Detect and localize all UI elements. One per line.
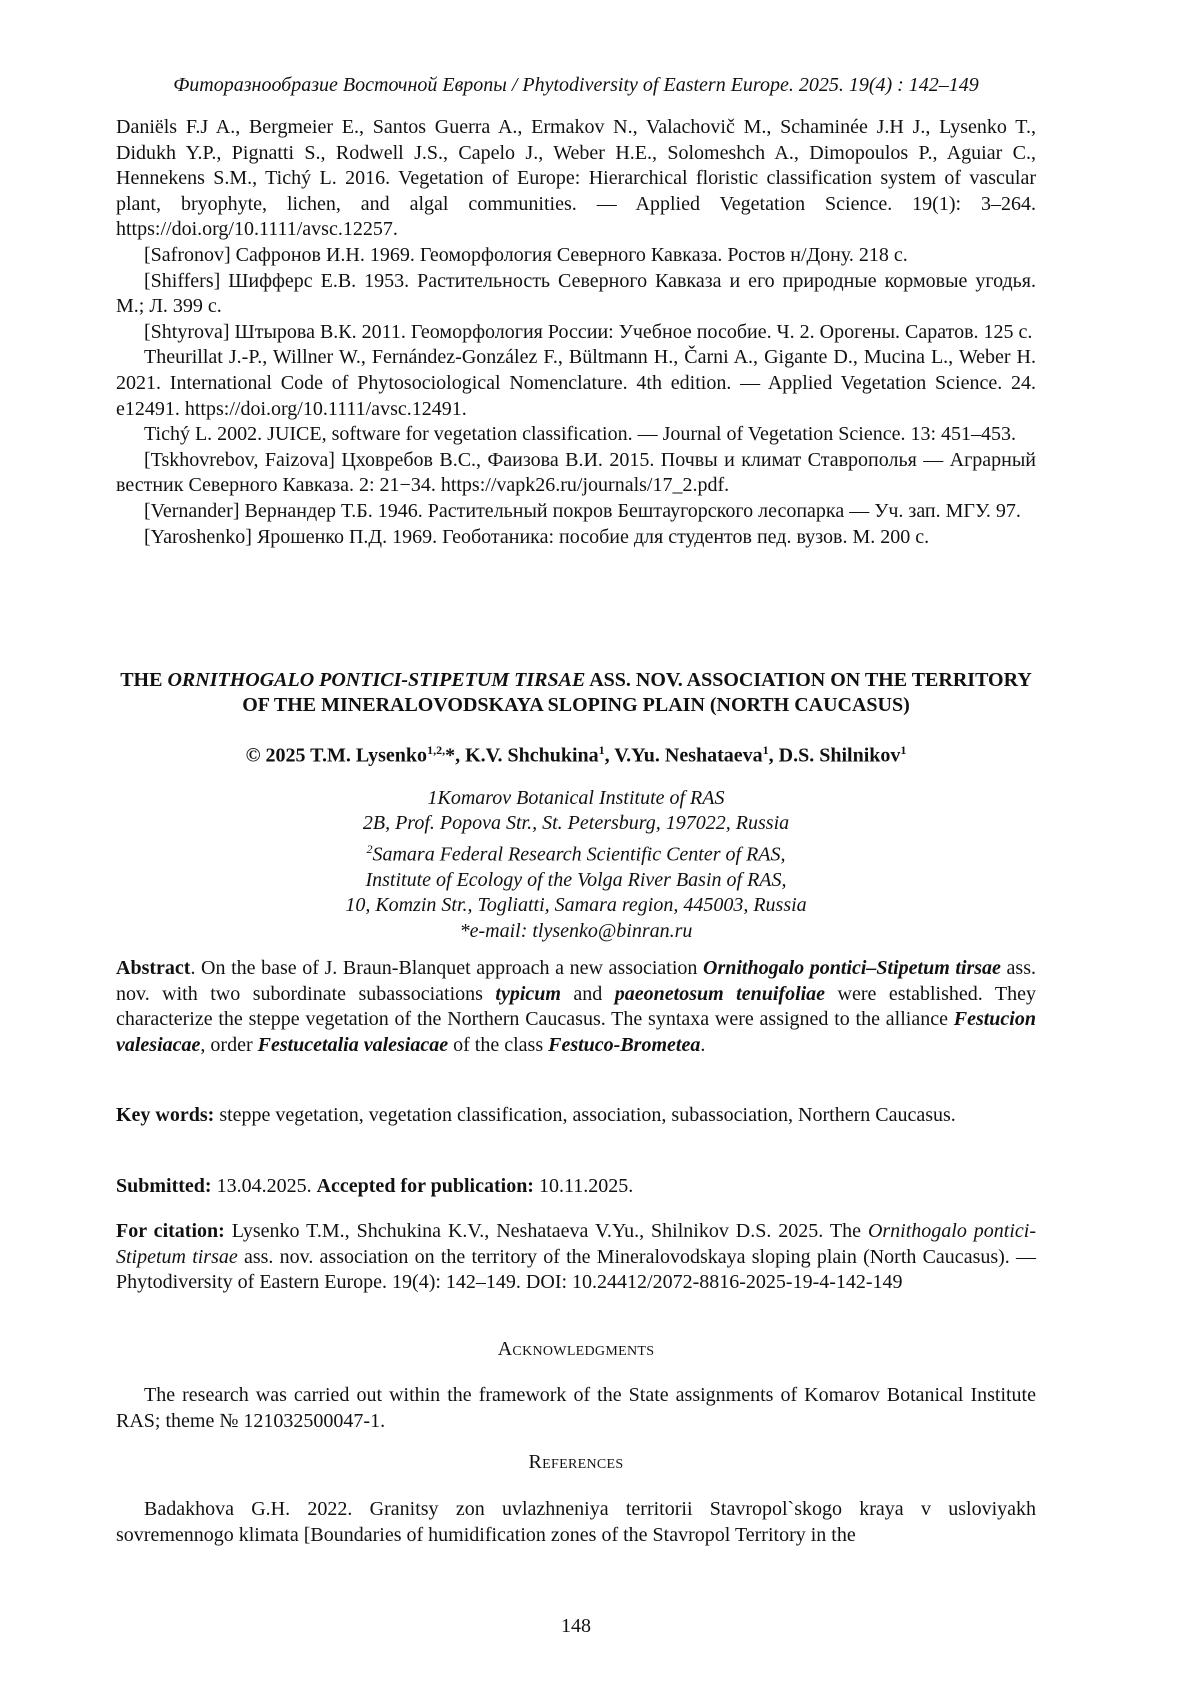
citation	[116, 1219, 1036, 1296]
abstract-text: were established. They characterize the steppe vegetation of the Northern Caucasus. The syntaxa were assigned to the alliance	[116, 983, 1036, 1031]
citation-text: ass. nov. association on the territory of the Mineralovodskaya sloping plain (North Caucasus). — Phytodiversity of Eastern Europe. 19(4): 142–149. DOI: 10.24412/2072-8816-2025-19-4-142-149	[116, 1246, 1036, 1294]
keywords	[116, 1103, 1036, 1129]
acknowledgments-heading: Acknowledgments	[116, 1338, 1036, 1361]
running-head: Фиторазнообразие Восточной Европы / Phytodiversity of Eastern Europe. 2025. 19(4) : 142–149	[116, 72, 1036, 98]
email-line: *e-mail: tlysenko@binran.ru	[116, 919, 1036, 944]
reference-entry: [Safronov] Сафронов И.Н. 1969. Геоморфология Северного Кавказа. Ростов н/Дону. 218 с.	[116, 243, 1036, 269]
reference-entry: [Yaroshenko] Ярошенко П.Д. 1969. Геоботаника: пособие для студентов пед. вузов. М. 200 с.	[116, 525, 1036, 551]
reference-entry: Badakhova G.H. 2022. Granitsy zon uvlazhneniya territorii Stavropol`skogo kraya v usloviyakh sovremennogo klimata [Boundaries of humidification zones of the Stavropol Territory in the	[116, 1497, 1036, 1548]
abstract-text: and	[561, 983, 615, 1005]
abstract-text: ass. nov. with two subordinate subassociations	[116, 957, 1036, 1005]
abstract-text: of the class	[448, 1034, 548, 1056]
citation-text: Lysenko T.M., Shchukina K.V., Neshataeva V.Yu., Shilnikov D.S. 2025. The	[225, 1220, 868, 1242]
syntaxon-name: typicum	[495, 983, 561, 1005]
citation-syntaxon: Ornithogalo pontici-Stipetum tirsae	[116, 1220, 1036, 1268]
author-name: , D.S. Shilnikov	[769, 745, 901, 767]
accepted-date: 10.11.2025.	[534, 1175, 633, 1197]
submitted-label: Submitted:	[116, 1175, 212, 1197]
affiliation-mark: 1	[763, 743, 769, 757]
syntaxon-name: Festucetalia valesiacae	[258, 1034, 449, 1056]
keywords-label: Key words:	[116, 1104, 214, 1126]
reference-entry: [Shtyrova] Штырова В.К. 2011. Геоморфология России: Учебное пособие. Ч. 2. Орогены. Саратов. 125 с.	[116, 320, 1036, 346]
reference-entry: [Shiffers] Шифферс Е.В. 1953. Растительность Северного Кавказа и его природные кормовые угодья. М.; Л. 399 с.	[116, 269, 1036, 320]
title-text: ASS. NOV. ASSOCIATION ON THE TERRITORY OF THE MINERALOVODSKAYA SLOPING PLAIN (NORTH CAUCASUS)	[242, 669, 1032, 716]
title-text: THE	[120, 669, 167, 691]
reference-list-top	[116, 115, 1036, 550]
abstract-text: , order	[200, 1034, 257, 1056]
reference-entry: Theurillat J.-P., Willner W., Fernández-González F., Bültmann H., Čarni A., Gigante D., Mucina L., Weber H. 2021. International Code of Phytosociological Nomenclature. 4th edition. — Applied Vegetation Science. 24. e12491. https://doi.org/10.1111/avsc.12491.	[116, 345, 1036, 422]
syntaxon-name: Festuco-Brometea	[548, 1034, 700, 1056]
abstract-text: .	[700, 1034, 705, 1056]
accepted-label: Accepted for publication:	[317, 1175, 534, 1197]
affiliation-mark: 1	[900, 743, 906, 757]
keywords-text: steppe vegetation, vegetation classification, association, subassociation, Northern Caucasus.	[214, 1104, 955, 1126]
affiliation-line	[116, 837, 1036, 868]
affiliation-line: Institute of Ecology of the Volga River Basin of RAS,	[116, 868, 1036, 893]
reference-entry: Daniëls F.J A., Bergmeier E., Santos Guerra A., Ermakov N., Valachovič M., Schaminée J.H J., Lysenko T., Didukh Y.P., Pignatti S., Rodwell J.S., Capelo J., Weber H.E., Solomeshch A., Dimopoulos P., Aguiar C., Hennekens S.M., Tichý L. 2016. Vegetation of Europe: Hierarchical floristic classification system of vascular plant, bryophyte, lichen, and algal communities. — Applied Vegetation Science. 19(1): 3–264. https://doi.org/10.1111/avsc.12257.	[116, 115, 1036, 243]
acknowledgments-text: The research was carried out within the framework of the State assignments of Komarov Botanical Institute RAS; theme № 121032500047-1.	[116, 1383, 1036, 1434]
reference-entry: Tichý L. 2002. JUICE, software for vegetation classification. — Journal of Vegetation Science. 13: 451–453.	[116, 422, 1036, 448]
author-name: , V.Yu. Neshataeva	[605, 745, 763, 767]
affiliation-mark: 1,2,	[427, 743, 445, 757]
syntaxon-name: paeonetosum tenuifoliae	[615, 983, 825, 1005]
affiliation-line: 10, Komzin Str., Togliatti, Samara region, 445003, Russia	[116, 893, 1036, 918]
title-syntaxon: ORNITHOGALO PONTICI-STIPETUM TIRSAE	[167, 669, 585, 691]
author-line	[116, 738, 1036, 769]
syntaxon-name: Ornithogalo pontici–Stipetum tirsae	[703, 957, 1001, 979]
affiliation-mark: 1	[599, 743, 605, 757]
affiliation-text: Samara Federal Research Scientific Center of RAS,	[372, 843, 785, 865]
author-name: *, K.V. Shchukina	[445, 745, 599, 767]
article-title	[116, 668, 1036, 718]
reference-entry: [Vernander] Вернандер Т.Б. 1946. Растительный покров Бештаугорского лесопарка — Уч. зап. МГУ. 97.	[116, 499, 1036, 525]
affiliations	[116, 786, 1036, 944]
reference-entry: [Tskhovrebov, Faizova] Цховребов В.С., Фаизова В.И. 2015. Почвы и климат Ставрополья — Аграрный вестник Северного Кавказа. 2: 21−34. https://vapk26.ru/journals/17_2.pdf.	[116, 448, 1036, 499]
affiliation-line: 1Komarov Botanical Institute of RAS	[116, 786, 1036, 811]
submission-dates	[116, 1174, 1036, 1200]
abstract-label: Abstract	[116, 957, 190, 979]
affiliation-mark: 2	[366, 842, 372, 856]
citation-label: For citation:	[116, 1220, 225, 1242]
references-heading: References	[116, 1451, 1036, 1474]
page-number: 148	[116, 1615, 1036, 1638]
abstract-text: . On the base of J. Braun-Blanquet approach a new association	[190, 957, 703, 979]
submitted-date: 13.04.2025.	[212, 1175, 317, 1197]
abstract	[116, 956, 1036, 1058]
author-name: © 2025 T.M. Lysenko	[246, 745, 427, 767]
affiliation-line: 2B, Prof. Popova Str., St. Petersburg, 197022, Russia	[116, 811, 1036, 836]
syntaxon-name: Festucion valesiacae	[116, 1008, 1036, 1056]
